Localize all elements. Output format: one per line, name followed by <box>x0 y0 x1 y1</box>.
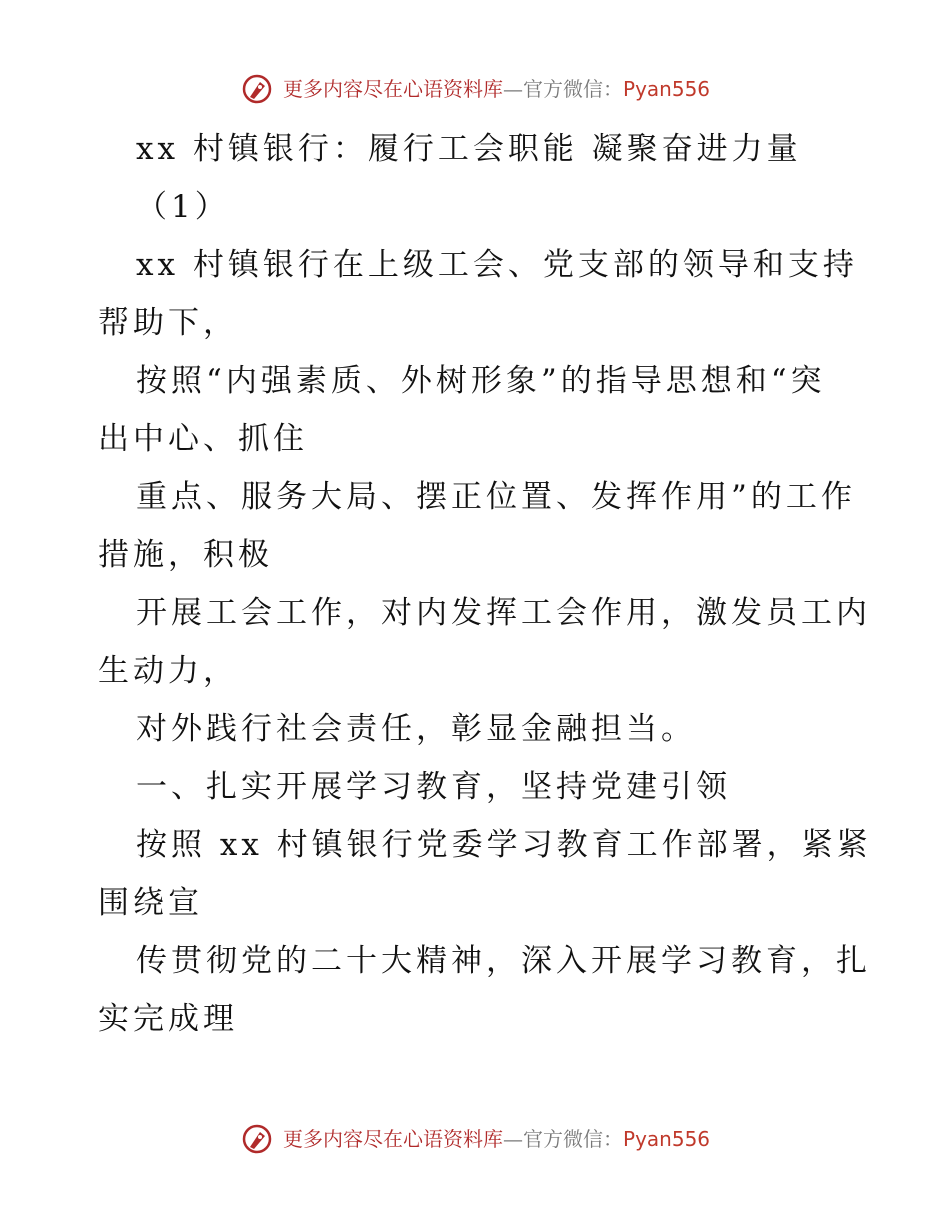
banner-official-text: 官方微信： <box>523 1127 624 1151</box>
paragraph-line: 开展工会工作，对内发挥工会作用，激发员工内 <box>136 595 871 631</box>
footer-watermark-banner <box>0 1122 950 1158</box>
document-body <box>98 120 872 1048</box>
paragraph-line: 措施，积极 <box>98 537 273 573</box>
paragraph-line: 围绕宣 <box>98 885 203 921</box>
banner-main-text: 更多内容尽在心语资料库 <box>283 1127 504 1151</box>
paragraph-line: 帮助下， <box>98 305 238 341</box>
paragraph-line: （1） <box>136 189 230 225</box>
pen-nib-logo-icon <box>240 1122 274 1156</box>
header-watermark-banner <box>0 72 950 108</box>
paragraph-line: 传贯彻党的二十大精神，深入开展学习教育，扎 <box>136 943 871 979</box>
paragraph-line: 出中心、抓住 <box>98 421 308 457</box>
paragraph-line: 实完成理 <box>98 1001 238 1037</box>
banner-account: Pyan556 <box>623 1127 711 1151</box>
paragraph-line: xx 村镇银行：履行工会职能 凝聚奋进力量 <box>136 131 802 167</box>
paragraph-line: 生动力， <box>98 653 238 689</box>
paragraph-line: 对外践行社会责任，彰显金融担当。 <box>136 711 696 747</box>
banner-official-text: 官方微信： <box>523 77 624 101</box>
paragraph-line: 按照 xx 村镇银行党委学习教育工作部署，紧紧 <box>136 827 872 863</box>
banner-main-text: 更多内容尽在心语资料库 <box>283 77 504 101</box>
banner-dash: — <box>503 77 524 101</box>
pen-nib-logo-icon <box>240 72 274 106</box>
paragraph-line: 按照“内强素质、外树形象”的指导思想和“突 <box>136 363 826 399</box>
paragraph-line: 重点、服务大局、摆正位置、发挥作用”的工作 <box>136 479 856 515</box>
banner-dash: — <box>503 1127 524 1151</box>
paragraph-line: xx 村镇银行在上级工会、党支部的领导和支持 <box>136 247 858 283</box>
banner-account: Pyan556 <box>623 77 711 101</box>
paragraph-line: 一、扎实开展学习教育，坚持党建引领 <box>136 769 731 805</box>
